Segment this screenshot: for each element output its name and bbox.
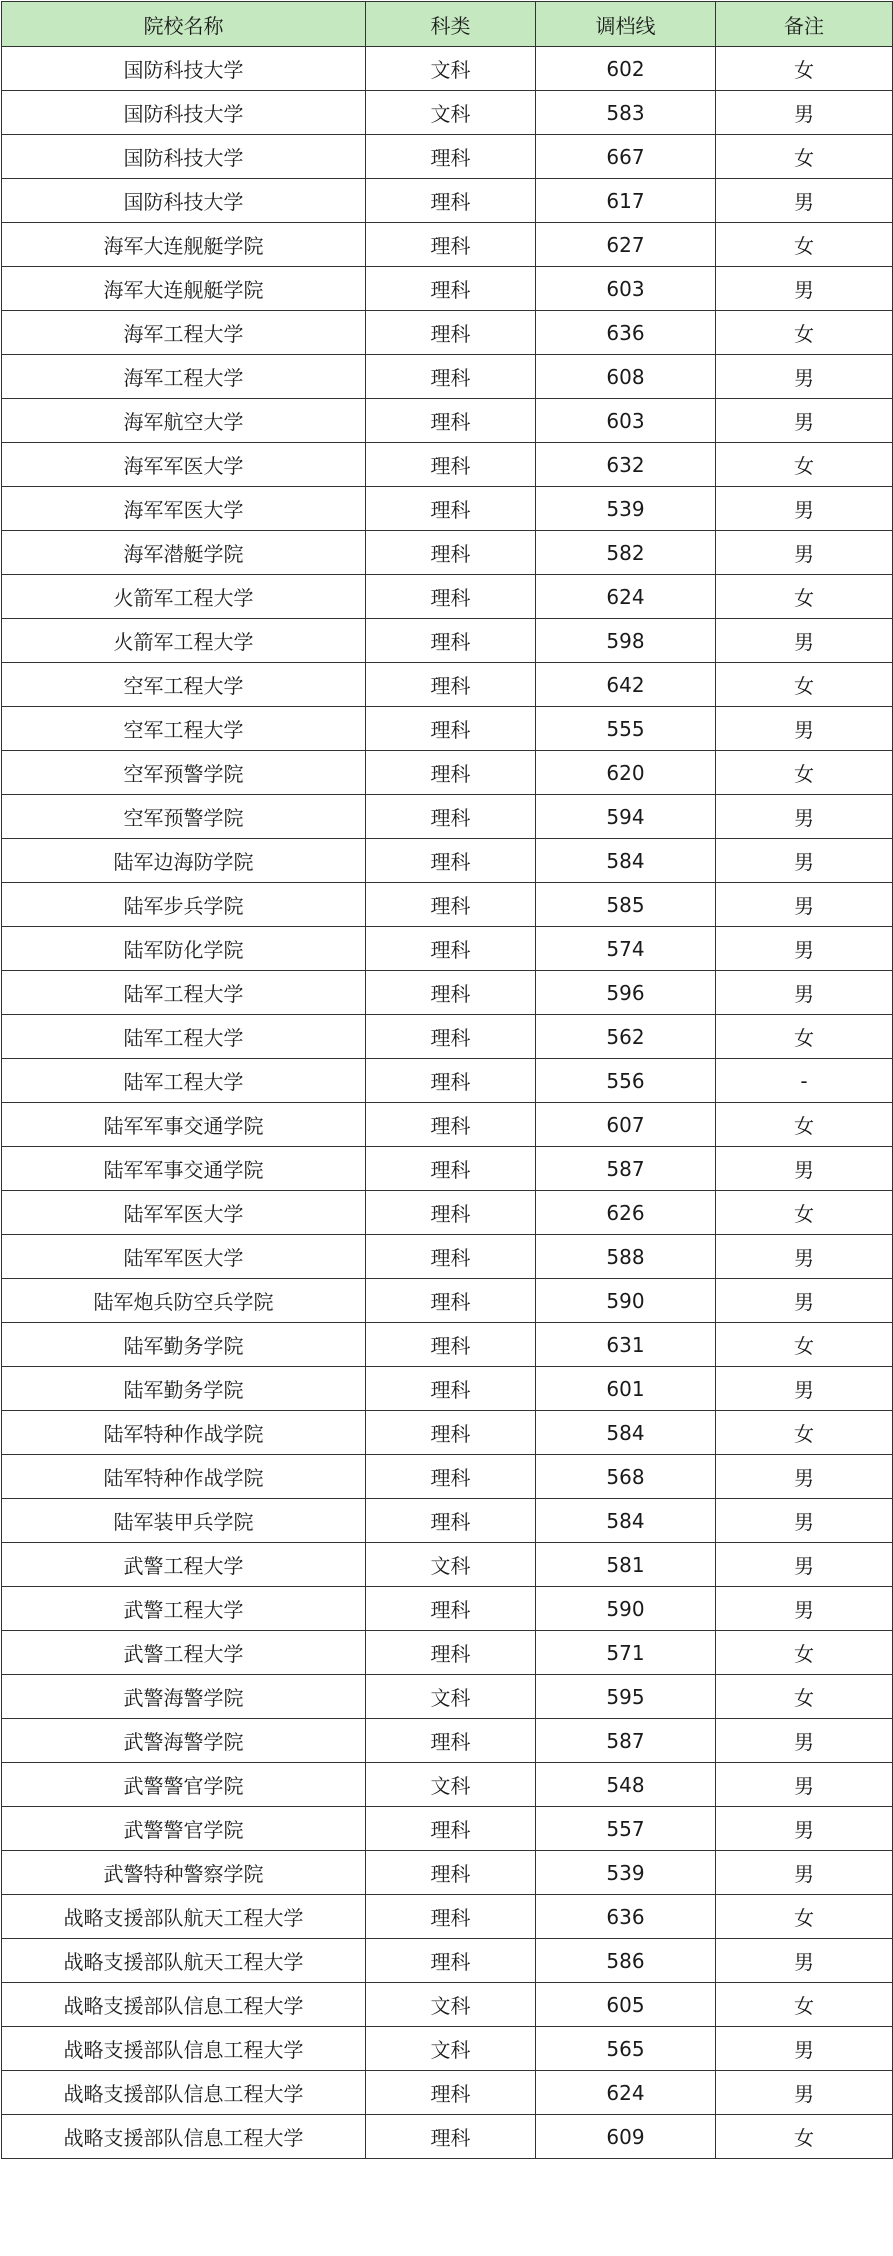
cell-subject-type: 理科 <box>366 179 536 223</box>
cell-subject-type: 理科 <box>366 1103 536 1147</box>
cell-subject-type: 理科 <box>366 663 536 707</box>
cell-school-name: 陆军工程大学 <box>2 1015 366 1059</box>
cell-cutoff-score: 590 <box>536 1279 716 1323</box>
table-row <box>2 1103 893 1147</box>
cell-cutoff-score: 627 <box>536 223 716 267</box>
cell-subject-type: 理科 <box>366 1235 536 1279</box>
cell-cutoff-score: 608 <box>536 355 716 399</box>
cell-school-name: 陆军特种作战学院 <box>2 1455 366 1499</box>
cell-subject-type: 文科 <box>366 91 536 135</box>
cell-cutoff-score: 581 <box>536 1543 716 1587</box>
cell-remark: 男 <box>716 619 893 663</box>
table-row <box>2 355 893 399</box>
cell-subject-type: 理科 <box>366 135 536 179</box>
cell-cutoff-score: 626 <box>536 1191 716 1235</box>
cell-school-name: 武警警官学院 <box>2 1807 366 1851</box>
cell-school-name: 国防科技大学 <box>2 47 366 91</box>
cell-remark: 男 <box>716 1543 893 1587</box>
cell-remark: 女 <box>716 751 893 795</box>
cell-remark: 男 <box>716 1499 893 1543</box>
table-row <box>2 2071 893 2115</box>
table-row <box>2 927 893 971</box>
cell-cutoff-score: 636 <box>536 1895 716 1939</box>
table-row <box>2 1851 893 1895</box>
table-body <box>2 47 893 2159</box>
cell-subject-type: 文科 <box>366 47 536 91</box>
cell-school-name: 陆军防化学院 <box>2 927 366 971</box>
cell-school-name: 陆军装甲兵学院 <box>2 1499 366 1543</box>
cell-subject-type: 理科 <box>366 1807 536 1851</box>
cell-school-name: 战略支援部队信息工程大学 <box>2 2027 366 2071</box>
cell-cutoff-score: 667 <box>536 135 716 179</box>
cell-remark: 男 <box>716 91 893 135</box>
cell-cutoff-score: 539 <box>536 1851 716 1895</box>
cell-remark: 男 <box>716 839 893 883</box>
cell-school-name: 陆军特种作战学院 <box>2 1411 366 1455</box>
cell-school-name: 国防科技大学 <box>2 179 366 223</box>
cell-remark: 男 <box>716 795 893 839</box>
table-row <box>2 223 893 267</box>
table-row <box>2 1939 893 1983</box>
cell-subject-type: 理科 <box>366 1851 536 1895</box>
table-row <box>2 839 893 883</box>
cell-subject-type: 理科 <box>366 311 536 355</box>
cell-subject-type: 理科 <box>366 223 536 267</box>
cell-school-name: 海军工程大学 <box>2 355 366 399</box>
cell-school-name: 武警海警学院 <box>2 1675 366 1719</box>
cell-cutoff-score: 617 <box>536 179 716 223</box>
cell-school-name: 海军大连舰艇学院 <box>2 223 366 267</box>
cell-remark: 女 <box>716 135 893 179</box>
cell-cutoff-score: 624 <box>536 2071 716 2115</box>
table-row <box>2 751 893 795</box>
cell-cutoff-score: 603 <box>536 267 716 311</box>
cell-school-name: 陆军军事交通学院 <box>2 1103 366 1147</box>
cell-school-name: 海军军医大学 <box>2 443 366 487</box>
table-row <box>2 971 893 1015</box>
cell-remark: 女 <box>716 47 893 91</box>
cell-remark: 男 <box>716 1367 893 1411</box>
table-row <box>2 531 893 575</box>
table-row <box>2 1191 893 1235</box>
table-row <box>2 883 893 927</box>
cell-subject-type: 理科 <box>366 1719 536 1763</box>
cell-remark: 男 <box>716 1763 893 1807</box>
table-row <box>2 1323 893 1367</box>
cell-school-name: 战略支援部队航天工程大学 <box>2 1939 366 1983</box>
cell-subject-type: 理科 <box>366 1015 536 1059</box>
cell-subject-type: 理科 <box>366 839 536 883</box>
cell-cutoff-score: 605 <box>536 1983 716 2027</box>
cell-school-name: 战略支援部队信息工程大学 <box>2 2115 366 2159</box>
cell-cutoff-score: 556 <box>536 1059 716 1103</box>
cell-remark: 男 <box>716 355 893 399</box>
cell-school-name: 空军工程大学 <box>2 707 366 751</box>
cell-school-name: 陆军军医大学 <box>2 1235 366 1279</box>
table-row <box>2 575 893 619</box>
cell-school-name: 陆军步兵学院 <box>2 883 366 927</box>
table-row <box>2 1763 893 1807</box>
table-row <box>2 1411 893 1455</box>
cell-remark: 女 <box>716 1631 893 1675</box>
cell-school-name: 陆军工程大学 <box>2 971 366 1015</box>
cell-remark: 女 <box>716 443 893 487</box>
table-row <box>2 47 893 91</box>
cell-cutoff-score: 632 <box>536 443 716 487</box>
header-row <box>2 2 893 47</box>
table-row <box>2 1367 893 1411</box>
cell-cutoff-score: 555 <box>536 707 716 751</box>
table-row <box>2 2027 893 2071</box>
cell-subject-type: 理科 <box>366 1147 536 1191</box>
cell-remark: 男 <box>716 2071 893 2115</box>
cell-school-name: 战略支援部队信息工程大学 <box>2 2071 366 2115</box>
cell-remark: 男 <box>716 1147 893 1191</box>
cell-remark: 男 <box>716 971 893 1015</box>
cell-subject-type: 文科 <box>366 1763 536 1807</box>
cell-school-name: 海军潜艇学院 <box>2 531 366 575</box>
cell-remark: 男 <box>716 707 893 751</box>
cell-school-name: 空军工程大学 <box>2 663 366 707</box>
cell-cutoff-score: 642 <box>536 663 716 707</box>
table-row <box>2 179 893 223</box>
header-cutoff-score: 调档线 <box>536 2 716 47</box>
table-row <box>2 619 893 663</box>
cell-school-name: 火箭军工程大学 <box>2 575 366 619</box>
cell-remark: 男 <box>716 1807 893 1851</box>
table-row <box>2 1983 893 2027</box>
header-remark: 备注 <box>716 2 893 47</box>
cell-cutoff-score: 582 <box>536 531 716 575</box>
cell-cutoff-score: 598 <box>536 619 716 663</box>
table-row <box>2 399 893 443</box>
cell-subject-type: 理科 <box>366 1191 536 1235</box>
table-row <box>2 1895 893 1939</box>
cell-subject-type: 文科 <box>366 1675 536 1719</box>
cell-cutoff-score: 624 <box>536 575 716 619</box>
cell-remark: 男 <box>716 1455 893 1499</box>
cell-school-name: 陆军勤务学院 <box>2 1323 366 1367</box>
cell-school-name: 海军航空大学 <box>2 399 366 443</box>
cell-school-name: 空军预警学院 <box>2 751 366 795</box>
cell-cutoff-score: 585 <box>536 883 716 927</box>
cell-school-name: 国防科技大学 <box>2 91 366 135</box>
cell-school-name: 空军预警学院 <box>2 795 366 839</box>
cell-remark: 女 <box>716 1411 893 1455</box>
cell-subject-type: 理科 <box>366 1895 536 1939</box>
table-row <box>2 1235 893 1279</box>
table-row <box>2 135 893 179</box>
cell-subject-type: 文科 <box>366 1543 536 1587</box>
cell-school-name: 海军工程大学 <box>2 311 366 355</box>
cell-subject-type: 理科 <box>366 443 536 487</box>
cell-school-name: 陆军军医大学 <box>2 1191 366 1235</box>
cell-remark: 男 <box>716 2027 893 2071</box>
admission-score-table <box>1 1 893 2159</box>
cell-cutoff-score: 601 <box>536 1367 716 1411</box>
table-row <box>2 1059 893 1103</box>
cell-subject-type: 理科 <box>366 619 536 663</box>
cell-remark: - <box>716 1059 893 1103</box>
cell-cutoff-score: 607 <box>536 1103 716 1147</box>
cell-remark: 女 <box>716 1895 893 1939</box>
cell-remark: 女 <box>716 1103 893 1147</box>
cell-cutoff-score: 571 <box>536 1631 716 1675</box>
cell-remark: 女 <box>716 2115 893 2159</box>
cell-subject-type: 理科 <box>366 355 536 399</box>
cell-subject-type: 理科 <box>366 795 536 839</box>
table-row <box>2 267 893 311</box>
cell-school-name: 陆军勤务学院 <box>2 1367 366 1411</box>
cell-remark: 男 <box>716 1587 893 1631</box>
table-row <box>2 91 893 135</box>
table-row <box>2 1631 893 1675</box>
cell-cutoff-score: 602 <box>536 47 716 91</box>
cell-school-name: 海军大连舰艇学院 <box>2 267 366 311</box>
header-school-name: 院校名称 <box>2 2 366 47</box>
cell-remark: 女 <box>716 1191 893 1235</box>
table-row <box>2 795 893 839</box>
cell-cutoff-score: 539 <box>536 487 716 531</box>
cell-remark: 男 <box>716 927 893 971</box>
cell-school-name: 武警工程大学 <box>2 1587 366 1631</box>
table-row <box>2 1719 893 1763</box>
cell-remark: 男 <box>716 267 893 311</box>
cell-subject-type: 理科 <box>366 1411 536 1455</box>
table-row <box>2 1279 893 1323</box>
cell-cutoff-score: 562 <box>536 1015 716 1059</box>
table-row <box>2 1807 893 1851</box>
cell-cutoff-score: 603 <box>536 399 716 443</box>
cell-remark: 男 <box>716 1851 893 1895</box>
cell-remark: 男 <box>716 1279 893 1323</box>
cell-subject-type: 理科 <box>366 2115 536 2159</box>
cell-cutoff-score: 590 <box>536 1587 716 1631</box>
cell-subject-type: 理科 <box>366 707 536 751</box>
table-row <box>2 2115 893 2159</box>
cell-cutoff-score: 636 <box>536 311 716 355</box>
table-row <box>2 443 893 487</box>
cell-subject-type: 理科 <box>366 751 536 795</box>
cell-subject-type: 文科 <box>366 1983 536 2027</box>
cell-cutoff-score: 568 <box>536 1455 716 1499</box>
cell-remark: 男 <box>716 1719 893 1763</box>
cell-cutoff-score: 609 <box>536 2115 716 2159</box>
table-row <box>2 1675 893 1719</box>
cell-cutoff-score: 557 <box>536 1807 716 1851</box>
cell-cutoff-score: 631 <box>536 1323 716 1367</box>
cell-subject-type: 理科 <box>366 971 536 1015</box>
cell-cutoff-score: 583 <box>536 91 716 135</box>
cell-school-name: 国防科技大学 <box>2 135 366 179</box>
cell-subject-type: 理科 <box>366 487 536 531</box>
cell-school-name: 海军军医大学 <box>2 487 366 531</box>
cell-cutoff-score: 595 <box>536 1675 716 1719</box>
cell-cutoff-score: 565 <box>536 2027 716 2071</box>
table-row <box>2 1499 893 1543</box>
cell-school-name: 武警工程大学 <box>2 1631 366 1675</box>
cell-cutoff-score: 584 <box>536 839 716 883</box>
cell-subject-type: 理科 <box>366 531 536 575</box>
table-row <box>2 487 893 531</box>
cell-school-name: 战略支援部队信息工程大学 <box>2 1983 366 2027</box>
cell-subject-type: 理科 <box>366 1939 536 1983</box>
cell-remark: 男 <box>716 487 893 531</box>
cell-remark: 女 <box>716 663 893 707</box>
cell-subject-type: 理科 <box>366 1587 536 1631</box>
table-row <box>2 1587 893 1631</box>
cell-subject-type: 理科 <box>366 267 536 311</box>
cell-cutoff-score: 588 <box>536 1235 716 1279</box>
cell-subject-type: 理科 <box>366 883 536 927</box>
cell-remark: 女 <box>716 1323 893 1367</box>
cell-subject-type: 理科 <box>366 927 536 971</box>
cell-school-name: 战略支援部队航天工程大学 <box>2 1895 366 1939</box>
cell-subject-type: 理科 <box>366 1323 536 1367</box>
table-row <box>2 1147 893 1191</box>
cell-cutoff-score: 584 <box>536 1499 716 1543</box>
cell-remark: 女 <box>716 311 893 355</box>
table-row <box>2 707 893 751</box>
cell-subject-type: 理科 <box>366 575 536 619</box>
cell-cutoff-score: 584 <box>536 1411 716 1455</box>
cell-cutoff-score: 587 <box>536 1719 716 1763</box>
cell-cutoff-score: 620 <box>536 751 716 795</box>
cell-remark: 女 <box>716 1675 893 1719</box>
cell-school-name: 武警警官学院 <box>2 1763 366 1807</box>
header-subject-type: 科类 <box>366 2 536 47</box>
cell-subject-type: 理科 <box>366 1455 536 1499</box>
cell-remark: 男 <box>716 179 893 223</box>
cell-cutoff-score: 596 <box>536 971 716 1015</box>
cell-subject-type: 理科 <box>366 2071 536 2115</box>
cell-remark: 女 <box>716 1983 893 2027</box>
cell-subject-type: 理科 <box>366 1499 536 1543</box>
cell-school-name: 武警特种警察学院 <box>2 1851 366 1895</box>
table-row <box>2 1543 893 1587</box>
cell-remark: 男 <box>716 883 893 927</box>
table-row <box>2 311 893 355</box>
cell-cutoff-score: 594 <box>536 795 716 839</box>
cell-cutoff-score: 586 <box>536 1939 716 1983</box>
cell-subject-type: 理科 <box>366 399 536 443</box>
cell-school-name: 陆军炮兵防空兵学院 <box>2 1279 366 1323</box>
cell-school-name: 陆军工程大学 <box>2 1059 366 1103</box>
table-row <box>2 1015 893 1059</box>
cell-subject-type: 理科 <box>366 1279 536 1323</box>
cell-subject-type: 理科 <box>366 1631 536 1675</box>
cell-school-name: 火箭军工程大学 <box>2 619 366 663</box>
cell-remark: 女 <box>716 1015 893 1059</box>
cell-remark: 男 <box>716 1235 893 1279</box>
cell-school-name: 武警海警学院 <box>2 1719 366 1763</box>
cell-cutoff-score: 548 <box>536 1763 716 1807</box>
cell-remark: 女 <box>716 223 893 267</box>
cell-subject-type: 文科 <box>366 2027 536 2071</box>
table-row <box>2 1455 893 1499</box>
cell-remark: 女 <box>716 575 893 619</box>
cell-remark: 男 <box>716 1939 893 1983</box>
cell-school-name: 陆军边海防学院 <box>2 839 366 883</box>
table-row <box>2 663 893 707</box>
cell-school-name: 武警工程大学 <box>2 1543 366 1587</box>
cell-subject-type: 理科 <box>366 1367 536 1411</box>
cell-cutoff-score: 574 <box>536 927 716 971</box>
cell-school-name: 陆军军事交通学院 <box>2 1147 366 1191</box>
cell-remark: 男 <box>716 399 893 443</box>
cell-subject-type: 理科 <box>366 1059 536 1103</box>
cell-cutoff-score: 587 <box>536 1147 716 1191</box>
cell-remark: 男 <box>716 531 893 575</box>
